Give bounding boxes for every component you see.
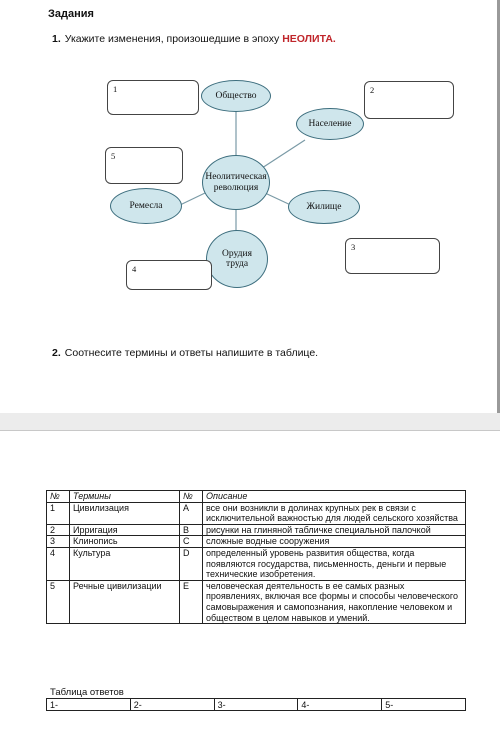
answer-box-1[interactable]: 1 xyxy=(107,80,199,115)
table-row xyxy=(47,524,466,536)
answer-cell-5[interactable]: 5- xyxy=(382,699,466,711)
node-tools: Орудия труда xyxy=(206,230,268,288)
row-description: рисунки на глиняной табличке специальной палочкой xyxy=(203,524,466,536)
row-letter: C xyxy=(180,536,203,548)
table-row xyxy=(47,502,466,524)
terms-header-row xyxy=(47,491,466,503)
connector-top-right xyxy=(262,140,305,168)
row-term: Цивилизация xyxy=(70,502,180,524)
answer-box-3[interactable]: 3 xyxy=(345,238,440,274)
node-society: Общество xyxy=(201,80,271,112)
row-letter: B xyxy=(180,524,203,536)
table-row xyxy=(47,580,466,623)
answers-title: Таблица ответов xyxy=(50,687,124,698)
section-heading: Задания xyxy=(48,8,94,20)
answer-cell-3[interactable]: 3- xyxy=(214,699,298,711)
answer-box-5[interactable]: 5 xyxy=(105,147,183,184)
answers-table xyxy=(46,698,466,711)
task-1-number: 1. xyxy=(52,33,61,45)
worksheet-page-2 xyxy=(0,430,500,740)
row-description: все они возникли в долинах крупных рек в связи с исключительной важностью для людей сельского хозяйства xyxy=(203,502,466,524)
task-1-text: Укажите изменения, произошедшие в эпоху xyxy=(64,33,283,45)
row-number: 3 xyxy=(47,536,70,548)
answer-cell-2[interactable]: 2- xyxy=(130,699,214,711)
node-crafts: Ремесла xyxy=(110,188,182,224)
row-term: Клинопись xyxy=(70,536,180,548)
connector-left xyxy=(180,193,205,205)
node-population: Население xyxy=(296,108,364,140)
answer-cell-1[interactable]: 1- xyxy=(47,699,131,711)
header-no-2: № xyxy=(180,491,203,503)
answers-row xyxy=(47,699,466,711)
table-row xyxy=(47,548,466,581)
header-terms: Термины xyxy=(70,491,180,503)
task-2-text: Соотнесите термины и ответы напишите в таблице. xyxy=(64,347,319,359)
node-neolithic-revolution: Неолитическая революция xyxy=(202,155,270,210)
row-letter: E xyxy=(180,580,203,623)
row-description: сложные водные сооружения xyxy=(203,536,466,548)
row-letter: A xyxy=(180,502,203,524)
node-dwelling: Жилище xyxy=(288,190,360,224)
row-description: определенный уровень развития общества, когда появляются государства, письменность, деньги и первые технические изобретения. xyxy=(203,548,466,581)
answer-cell-4[interactable]: 4- xyxy=(298,699,382,711)
table-row xyxy=(47,536,466,548)
terms-table xyxy=(46,490,466,624)
row-number: 1 xyxy=(47,502,70,524)
task-1-highlight: НЕОЛИТА. xyxy=(282,33,336,45)
row-term: Ирригация xyxy=(70,524,180,536)
answer-box-2[interactable]: 2 xyxy=(364,81,454,119)
row-letter: D xyxy=(180,548,203,581)
row-number: 2 xyxy=(47,524,70,536)
row-term: Культура xyxy=(70,548,180,581)
row-number: 4 xyxy=(47,548,70,581)
row-number: 5 xyxy=(47,580,70,623)
answer-box-4[interactable]: 4 xyxy=(126,260,212,290)
task-2-number: 2. xyxy=(52,347,61,359)
row-description: человеческая деятельность в ее самых разных проявлениях, включая все формы и способы человеческого самовыражения и самопознания, накопление человеком и обществом в целом навыков и умений. xyxy=(203,580,466,623)
task-2-prompt xyxy=(52,347,318,359)
header-no: № xyxy=(47,491,70,503)
row-term: Речные цивилизации xyxy=(70,580,180,623)
header-description: Описание xyxy=(203,491,466,503)
